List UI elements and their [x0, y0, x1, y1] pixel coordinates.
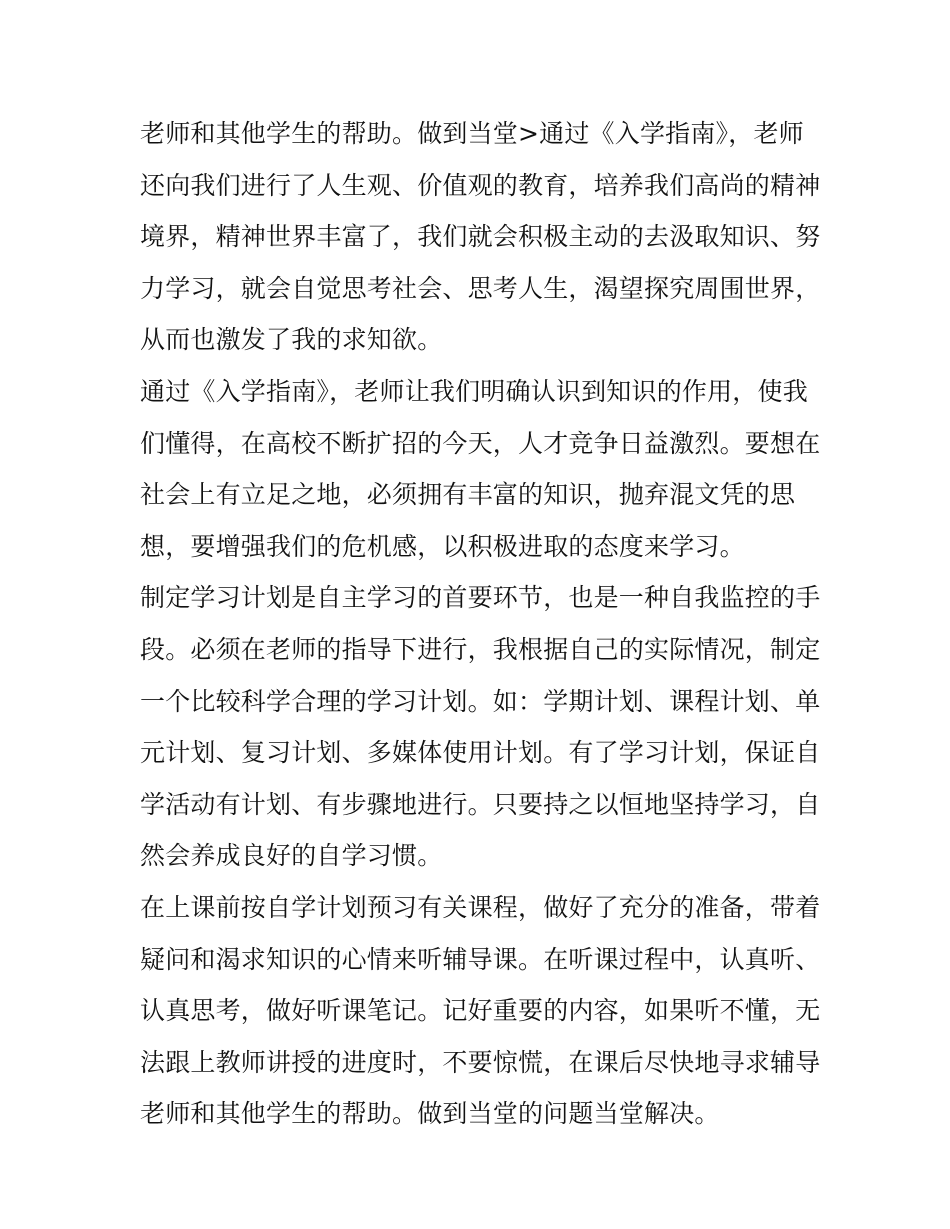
text-line: 制定学习计划是自主学习的首要环节，也是一种自我监控的手 — [140, 583, 821, 613]
text-line: 还向我们进行了人生观、价值观的教育，培养我们高尚的精神 — [140, 170, 821, 200]
text-line: 社会上有立足之地，必须拥有丰富的知识，抛弃混文凭的思 — [140, 480, 796, 510]
text-line: 然会养成良好的自学习惯。 — [140, 841, 443, 871]
text-line: 学活动有计划、有步骤地进行。只要持之以恒地坚持学习，自 — [140, 789, 821, 819]
text-line: 老师和其他学生的帮助。做到当堂的问题当堂解决。 — [140, 1099, 720, 1129]
text-line: 力学习，就会自觉思考社会、思考人生，渴望探究周围世界， — [140, 273, 821, 303]
text-line: 认真思考，做好听课笔记。记好重要的内容，如果听不懂，无 — [140, 996, 821, 1026]
text-line: 法跟上教师讲授的进度时，不要惊慌，在课后尽快地寻求辅导 — [140, 1047, 821, 1077]
body-text — [140, 108, 820, 1140]
text-line: 想，要增强我们的危机感，以积极进取的态度来学习。 — [140, 531, 745, 561]
text-line: 疑问和渴求知识的心情来听辅导课。在听课过程中，认真听、 — [140, 944, 821, 974]
text-line: 在上课前按自学计划预习有关课程，做好了充分的准备，带着 — [140, 892, 821, 922]
text-line: 从而也激发了我的求知欲。 — [140, 325, 443, 355]
text-line: 老师和其他学生的帮助。做到当堂>通过《入学指南》，老师 — [140, 119, 804, 148]
text-line: 们懂得，在高校不断扩招的今天，人才竞争日益激烈。要想在 — [140, 428, 821, 458]
text-line: 元计划、复习计划、多媒体使用计划。有了学习计划，保证自 — [140, 738, 821, 768]
text-line: 段。必须在老师的指导下进行，我根据自己的实际情况，制定 — [140, 634, 821, 664]
text-line: 一个比较科学合理的学习计划。如：学期计划、课程计划、单 — [140, 686, 821, 716]
text-line: 通过《入学指南》，老师让我们明确认识到知识的作用，使我 — [140, 376, 808, 406]
text-line: 境界，精神世界丰富了，我们就会积极主动的去汲取知识、努 — [140, 222, 821, 252]
